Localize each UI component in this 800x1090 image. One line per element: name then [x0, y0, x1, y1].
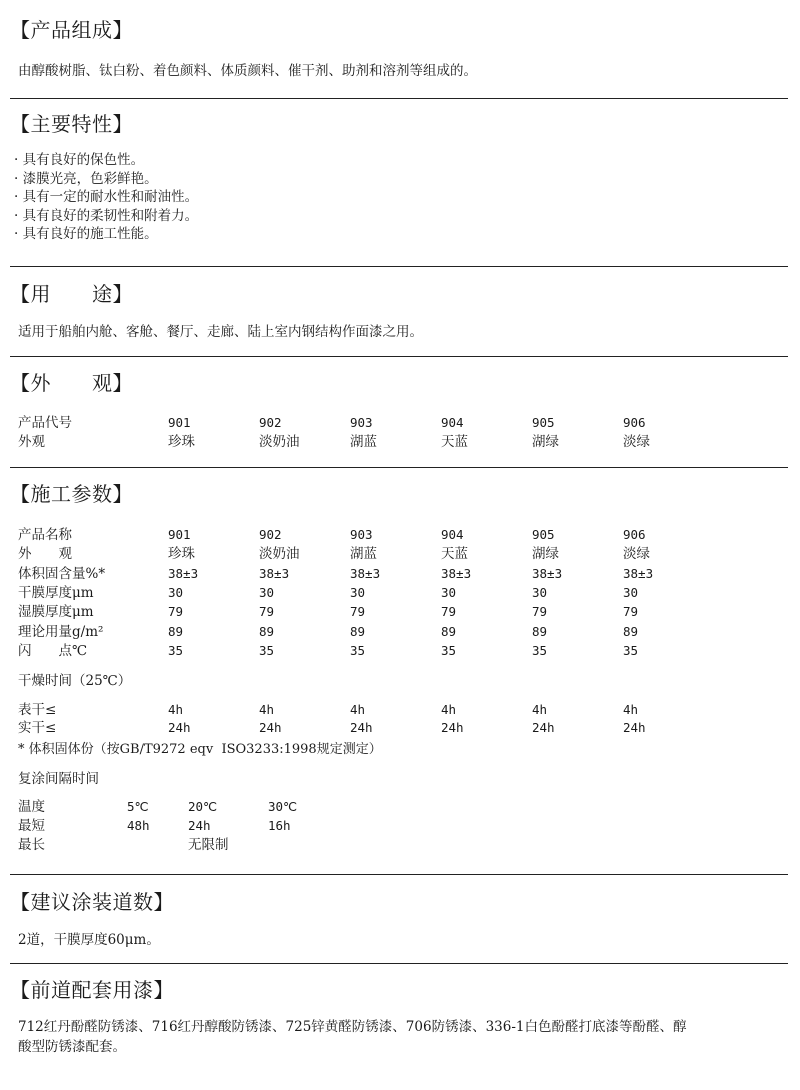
table-cell: 5℃ — [127, 799, 149, 814]
table-cell: 4h — [532, 702, 548, 717]
row-label: 外 观 — [18, 546, 72, 563]
section-title-appearance: 【外 观】 — [10, 371, 133, 395]
table-cell: 天蓝 — [441, 546, 468, 563]
table-cell: 24h — [532, 720, 555, 735]
table-cell: 30 — [259, 584, 275, 600]
feature-item: · 具有一定的耐水性和耐油性。 — [14, 188, 198, 207]
table-cell: 无限制 — [188, 837, 229, 853]
row-label: 最长 — [18, 837, 45, 853]
table-cell: 902 — [259, 415, 282, 430]
table-cell: 38±3 — [623, 565, 654, 581]
table-cell: 905 — [532, 527, 555, 542]
table-cell: 79 — [623, 604, 639, 620]
feature-item: · 具有良好的施工性能。 — [14, 225, 198, 244]
primer-line: 酸型防锈漆配套。 — [18, 1039, 126, 1055]
divider — [10, 467, 788, 468]
feature-item: · 漆膜光亮，色彩鲜艳。 — [14, 170, 198, 189]
table-cell: 35 — [168, 642, 184, 658]
row-label: 实干≤ — [18, 720, 57, 736]
table-cell: 48h — [127, 818, 150, 833]
row-label: 外观 — [18, 434, 45, 450]
table-cell: 79 — [532, 604, 548, 620]
row-label: 温度 — [18, 799, 45, 815]
table-cell: 903 — [350, 415, 373, 430]
dry-time-title: 干燥时间（25℃） — [18, 673, 132, 689]
feature-item: · 具有良好的保色性。 — [14, 151, 198, 170]
table-cell: 901 — [168, 415, 191, 430]
table-cell: 30 — [441, 584, 457, 600]
table-cell: 4h — [441, 702, 457, 717]
table-cell: 89 — [532, 623, 548, 639]
row-label: 湿膜厚度μm — [18, 604, 94, 621]
table-cell: 79 — [350, 604, 366, 620]
row-label: 体积固含量%* — [18, 565, 106, 582]
row-label: 理论用量g/m² — [18, 623, 104, 640]
table-cell: 30 — [532, 584, 548, 600]
section-title-primer: 【前道配套用漆】 — [10, 978, 174, 1002]
coats-text: 2道，干膜厚度60μm。 — [18, 932, 160, 948]
section-title-usage: 【用 途】 — [10, 282, 133, 306]
table-cell: 35 — [441, 642, 457, 658]
table-cell: 906 — [623, 415, 646, 430]
table-cell: 89 — [441, 623, 457, 639]
table-cell: 20℃ — [188, 799, 218, 814]
section-title-coats: 【建议涂装道数】 — [10, 890, 174, 914]
table-cell: 湖绿 — [532, 434, 559, 450]
table-cell: 16h — [268, 818, 291, 833]
table-cell: 湖绿 — [532, 546, 559, 563]
row-label: 闪 点℃ — [18, 642, 88, 659]
table-cell: 79 — [168, 604, 184, 620]
table-cell: 35 — [259, 642, 275, 658]
table-cell: 湖蓝 — [350, 434, 377, 450]
table-cell: 79 — [441, 604, 457, 620]
table-cell: 4h — [168, 702, 184, 717]
usage-text: 适用于船舶内舱、客舱、餐厅、走廊、陆上室内钢结构作面漆之用。 — [18, 324, 423, 340]
table-cell: 904 — [441, 527, 464, 542]
table-cell: 89 — [350, 623, 366, 639]
table-cell: 24h — [168, 720, 191, 735]
table-cell: 35 — [350, 642, 366, 658]
row-label: 产品名称 — [18, 527, 72, 543]
table-cell: 38±3 — [350, 565, 381, 581]
recoat-title: 复涂间隔时间 — [18, 771, 99, 787]
divider — [10, 356, 788, 357]
table-cell: 30 — [350, 584, 366, 600]
table-cell: 淡绿 — [623, 434, 650, 450]
table-cell: 湖蓝 — [350, 546, 377, 563]
table-cell: 24h — [350, 720, 373, 735]
table-cell: 24h — [188, 818, 211, 833]
composition-text: 由醇酸树脂、钛白粉、着色颜料、体质颜料、催干剂、助剂和溶剂等组成的。 — [18, 63, 477, 79]
row-label: 最短 — [18, 818, 45, 834]
table-cell: 35 — [623, 642, 639, 658]
section-title-params: 【施工参数】 — [10, 482, 133, 506]
table-cell: 904 — [441, 415, 464, 430]
row-label: 干膜厚度μm — [18, 584, 94, 601]
features-list — [14, 151, 198, 244]
table-cell: 24h — [441, 720, 464, 735]
table-cell: 淡奶油 — [259, 546, 300, 563]
table-cell: 89 — [623, 623, 639, 639]
primer-line: 712红丹酚醛防锈漆、716红丹醇酸防锈漆、725锌黄醛防锈漆、706防锈漆、336-1白色酚醛打底漆等酚醛、醇 — [18, 1019, 687, 1035]
table-cell: 24h — [623, 720, 646, 735]
table-cell: 淡绿 — [623, 546, 650, 563]
params-note: * 体积固体份（按GB/T9272 eqv ISO3233:1998规定测定） — [18, 742, 382, 757]
table-cell: 38±3 — [259, 565, 290, 581]
table-cell: 天蓝 — [441, 434, 468, 450]
section-title-features: 【主要特性】 — [10, 112, 133, 136]
row-label: 表干≤ — [18, 702, 57, 718]
table-cell: 淡奶油 — [259, 434, 300, 450]
table-cell: 珍珠 — [168, 546, 195, 563]
table-cell: 89 — [168, 623, 184, 639]
table-cell: 4h — [259, 702, 275, 717]
divider — [10, 963, 788, 964]
table-cell: 38±3 — [168, 565, 199, 581]
table-cell: 38±3 — [532, 565, 563, 581]
divider — [10, 266, 788, 267]
table-cell: 89 — [259, 623, 275, 639]
table-cell: 905 — [532, 415, 555, 430]
table-cell: 4h — [350, 702, 366, 717]
table-cell: 珍珠 — [168, 434, 195, 450]
table-cell: 906 — [623, 527, 646, 542]
section-title-composition: 【产品组成】 — [10, 18, 133, 42]
table-cell: 38±3 — [441, 565, 472, 581]
table-cell: 30 — [623, 584, 639, 600]
divider — [10, 98, 788, 99]
row-label: 产品代号 — [18, 415, 72, 431]
table-cell: 903 — [350, 527, 373, 542]
table-cell: 30℃ — [268, 799, 298, 814]
table-cell: 35 — [532, 642, 548, 658]
table-cell: 902 — [259, 527, 282, 542]
feature-item: · 具有良好的柔韧性和附着力。 — [14, 207, 198, 226]
table-cell: 79 — [259, 604, 275, 620]
table-cell: 30 — [168, 584, 184, 600]
table-cell: 901 — [168, 527, 191, 542]
table-cell: 4h — [623, 702, 639, 717]
divider — [10, 874, 788, 875]
table-cell: 24h — [259, 720, 282, 735]
